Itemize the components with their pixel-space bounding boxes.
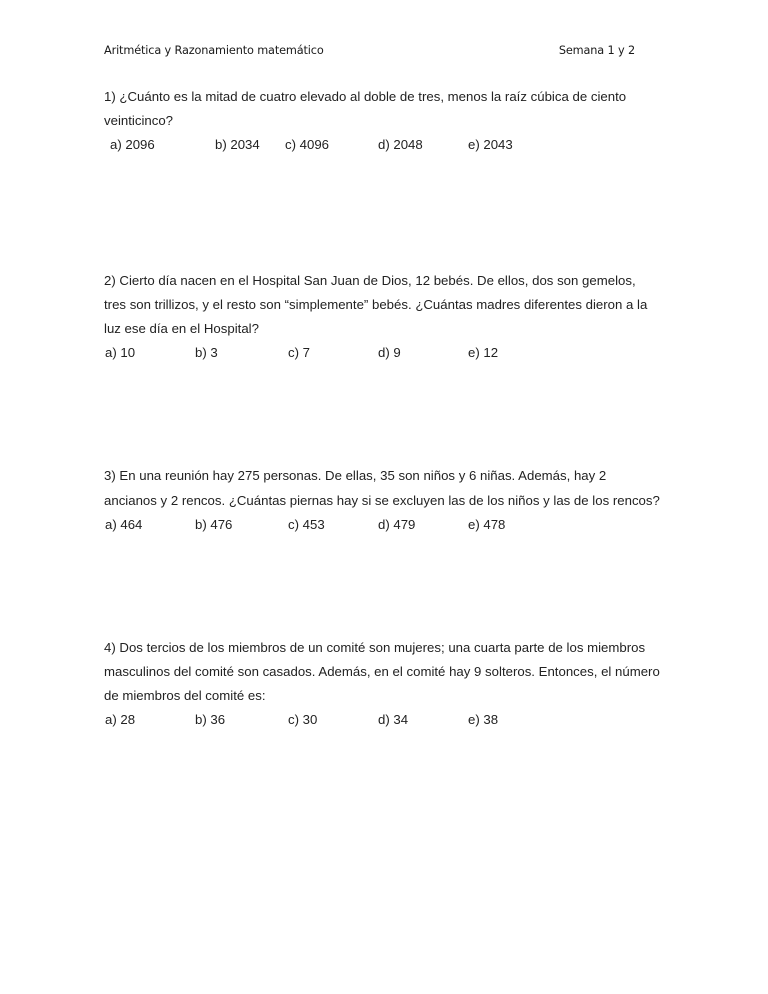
options-row-2 — [104, 341, 660, 365]
option-4-a[interactable]: a) 28 — [105, 711, 136, 727]
option-2-d[interactable]: d) 9 — [378, 345, 401, 361]
question-text-4: 4) Dos tercios de los miembros de un comité son mujeres; una cuarta parte de los miembros masculinos del comité son casados. Además, en el comité hay 9 solteros. Entonces, el número de miembros del comité es: — [104, 639, 660, 703]
option-3-e[interactable]: e) 478 — [468, 516, 506, 532]
option-1-d[interactable]: d) 2048 — [378, 137, 423, 153]
question-block-3 — [104, 464, 660, 536]
option-1-a[interactable]: a) 2096 — [110, 137, 155, 153]
option-3-c[interactable]: c) 453 — [288, 516, 325, 532]
header-week-label: Semana 1 y 2 — [558, 44, 635, 57]
option-4-d[interactable]: d) 34 — [378, 711, 409, 727]
option-3-a[interactable]: a) 464 — [105, 516, 143, 532]
options-row-3 — [104, 513, 660, 537]
option-2-c[interactable]: c) 7 — [288, 345, 310, 361]
question-block-2 — [104, 269, 660, 365]
questions-container — [104, 85, 660, 732]
question-block-4 — [104, 636, 660, 732]
question-text-1: 1) ¿Cuánto es la mitad de cuatro elevado al doble de tres, menos la raíz cúbica de ciento veinticinco? — [104, 89, 627, 129]
option-1-e[interactable]: e) 2043 — [468, 137, 513, 153]
header-course-title: Aritmética y Razonamiento matemático — [104, 44, 324, 57]
option-4-c[interactable]: c) 30 — [288, 711, 318, 727]
option-2-b[interactable]: b) 3 — [195, 345, 218, 361]
option-3-d[interactable]: d) 479 — [378, 516, 416, 532]
option-1-b[interactable]: b) 2034 — [215, 137, 260, 153]
option-2-a[interactable]: a) 10 — [105, 345, 136, 361]
question-block-1 — [104, 85, 660, 157]
option-1-c[interactable]: c) 4096 — [285, 137, 329, 153]
option-3-b[interactable]: b) 476 — [195, 516, 233, 532]
options-row-1 — [104, 133, 660, 157]
option-4-e[interactable]: e) 38 — [468, 711, 499, 727]
question-text-2: 2) Cierto día nacen en el Hospital San Juan de Dios, 12 bebés. De ellos, dos son gemelos, tres son trillizos, y el resto son “simplemente” bebés. ¿Cuántas madres diferentes dieron a la luz ese día en el Hospital? — [104, 273, 648, 337]
question-text-3: 3) En una reunión hay 275 personas. De ellas, 35 son niños y 6 niñas. Además, hay 2 ancianos y 2 rencos. ¿Cuántas piernas hay si se excluyen las de los niños y las de los rencos? — [104, 468, 660, 508]
option-2-e[interactable]: e) 12 — [468, 345, 499, 361]
options-row-4 — [104, 708, 660, 732]
option-4-b[interactable]: b) 36 — [195, 711, 226, 727]
document-header — [104, 44, 655, 57]
